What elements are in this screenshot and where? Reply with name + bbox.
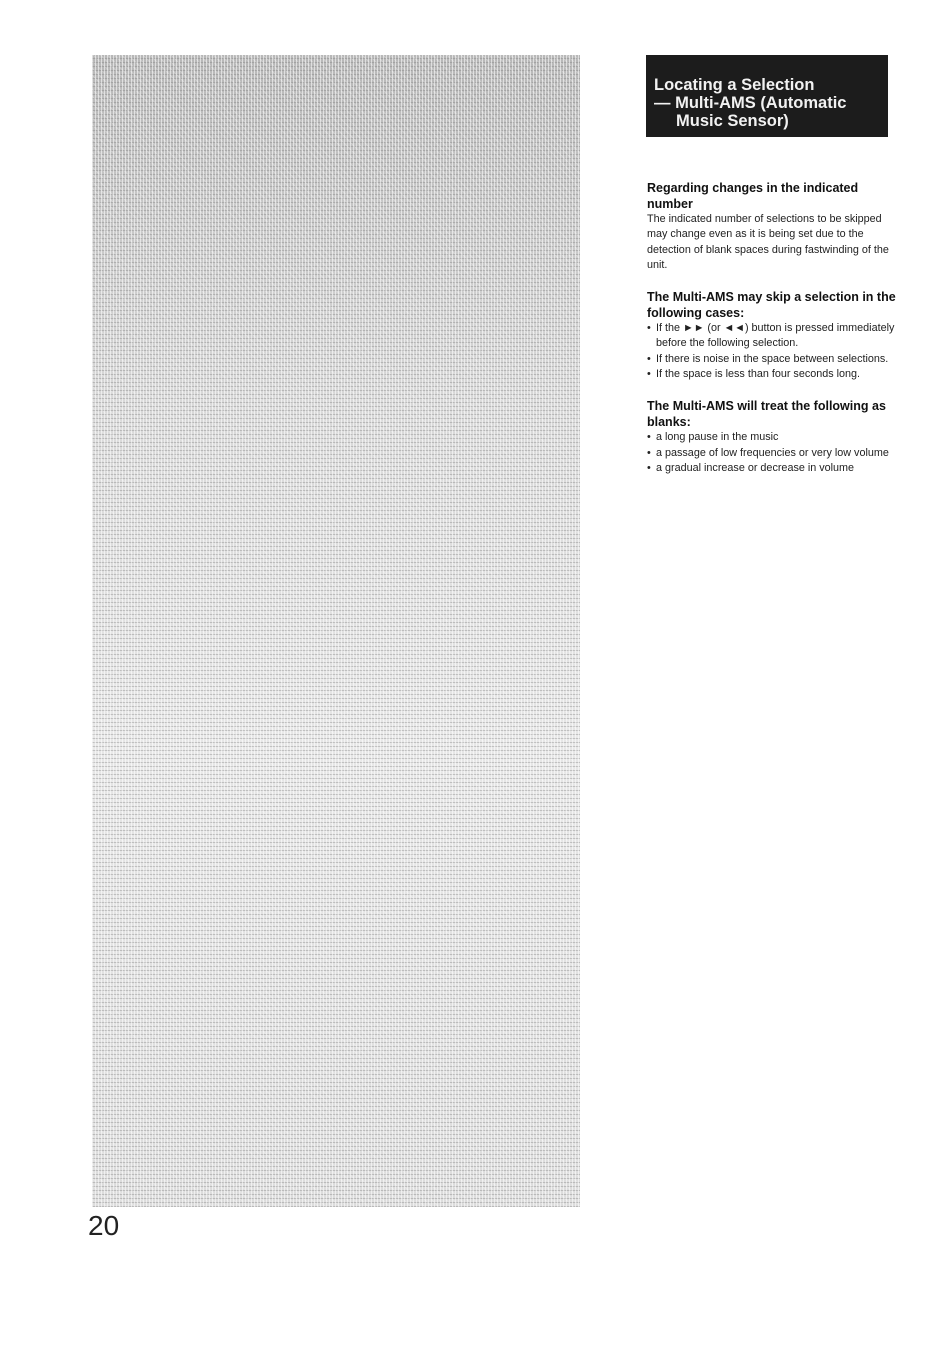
list-item [647, 430, 897, 445]
content-column [647, 180, 897, 492]
bullet-icon: • [647, 461, 651, 474]
list-item-text: If the ►► (or ◄◄) button is pressed immediately before the following selection. [656, 322, 895, 350]
list-item [647, 367, 897, 382]
section-body: The indicated number of selections to be skipped may change even as it is being set due to the detection of blank spaces during fastwinding of the unit. [647, 213, 889, 271]
section-skip-cases [647, 289, 897, 382]
list-item [647, 461, 897, 476]
section-indicated-number [647, 180, 897, 273]
section-heading: The Multi-AMS will treat the following as blanks: [647, 399, 886, 430]
bullet-icon: • [647, 446, 651, 459]
bullet-icon: • [647, 322, 651, 335]
halftone-image-panel [92, 55, 580, 1207]
list-item-text: If the space is less than four seconds long. [656, 368, 861, 381]
bullet-icon: • [647, 368, 651, 381]
section-blanks [647, 398, 897, 476]
section-heading: Regarding changes in the indicated number [647, 181, 859, 211]
list-item [647, 352, 897, 367]
list-item-text: If there is noise in the space between selections. [656, 352, 889, 365]
list-item-text: a long pause in the music [656, 431, 779, 444]
list-item-text: a passage of low frequencies or very low volume [656, 446, 889, 459]
bullet-icon: • [647, 431, 651, 444]
title-line-2: — Multi-AMS (Automatic [654, 94, 847, 112]
title-line-1: Locating a Selection [654, 76, 815, 94]
bullet-icon: • [647, 352, 651, 365]
list-item [647, 321, 897, 352]
list-item-text: a gradual increase or decrease in volume [656, 461, 855, 474]
section-title-box [646, 55, 888, 137]
bullet-list [647, 430, 897, 476]
page-number: 20 [88, 1210, 120, 1241]
bullet-list [647, 321, 897, 382]
title-line-3: Music Sensor) [676, 112, 789, 130]
section-heading: The Multi-AMS may skip a selection in the following cases: [647, 290, 896, 321]
list-item [647, 446, 897, 461]
